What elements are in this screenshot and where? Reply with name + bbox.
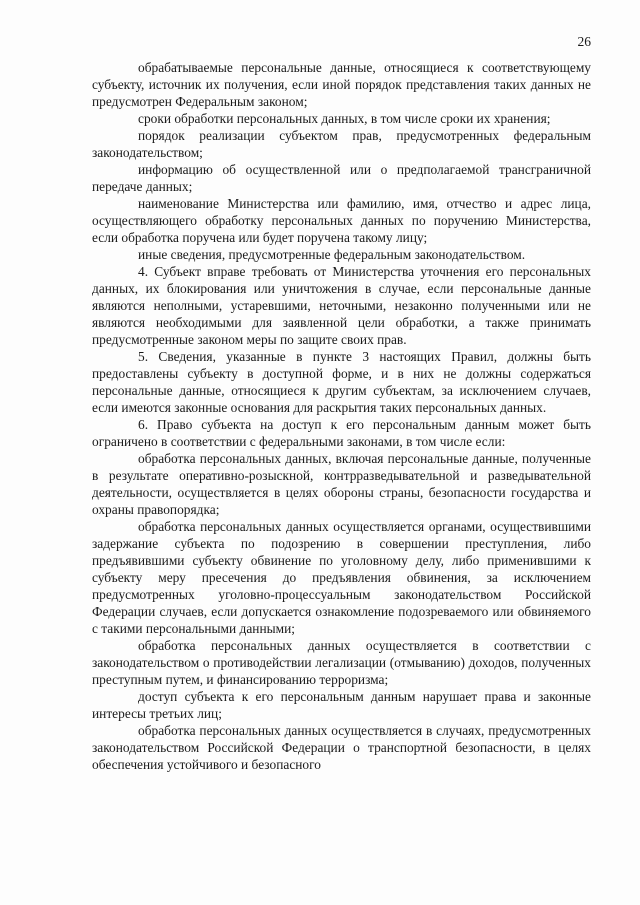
- paragraph: доступ субъекта к его персональным данным нарушает права и законные интересы третьих лиц;: [92, 689, 591, 721]
- paragraph: обработка персональных данных осуществляется органами, осуществившими задержание субъекта по подозрению в совершении преступления, либо предъявившими субъекту обвинение по уголовному делу, либо применившими к субъекту меру пресечения до предъявления обвинения, за исключением предусмотренных уголовно-процессуальным законодательством Российской Федерации случаев, если допускается ознакомление подозреваемого или обвиняемого с такими персональными данными;: [92, 519, 591, 636]
- paragraph: иные сведения, предусмотренные федеральным законодательством.: [138, 247, 526, 262]
- paragraph: обрабатываемые персональные данные, относящиеся к соответствующему субъекту, источник их получения, если иной порядок представления таких данных не предусмотрен Федеральным законом;: [92, 60, 591, 109]
- paragraph: обработка персональных данных осуществляется в случаях, предусмотренных законодательством Российской Федерации о транспортной безопасности, в целях обеспечения устойчивого и безопасного: [92, 723, 591, 772]
- paragraph: 4. Субъект вправе требовать от Министерства уточнения его персональных данных, их блокирования или уничтожения в случае, если персональные данные являются неполными, устаревшими, неточными, незаконно полученными или не являются необходимыми для заявленной цели обработки, а также принимать предусмотренные законом меры по защите своих прав.: [92, 264, 591, 347]
- paragraph: наименование Министерства или фамилию, имя, отчество и адрес лица, осуществляющего обработку персональных данных по поручению Министерства, если обработка поручена или будет поручена такому лицу;: [92, 196, 591, 245]
- paragraph: 5. Сведения, указанные в пункте 3 настоящих Правил, должны быть предоставлены субъекту в доступной форме, и в них не должны содержаться персональные данные, относящиеся к другим субъектам, за исключением случаев, если имеются законные основания для раскрытия таких персональных данных.: [92, 349, 591, 415]
- page-number: 26: [577, 34, 591, 49]
- paragraph: информацию об осуществленной или о предполагаемой трансграничной передаче данных;: [92, 162, 591, 194]
- paragraph: 6. Право субъекта на доступ к его персональным данным может быть ограничено в соответствии с федеральными законами, в том числе если:: [92, 417, 591, 449]
- paragraph: обработка персональных данных, включая персональные данные, полученные в результате оперативно-розыскной, контрразведывательной и разведывательной деятельности, осуществляется в целях обороны страны, безопасности государства и охраны правопорядка;: [92, 451, 591, 517]
- paragraph: сроки обработки персональных данных, в том числе сроки их хранения;: [138, 111, 551, 126]
- paragraph: порядок реализации субъектом прав, предусмотренных федеральным законодательством;: [92, 128, 591, 160]
- body-text: [92, 59, 591, 773]
- paragraph: обработка персональных данных осуществляется в соответствии с законодательством о противодействии легализации (отмыванию) доходов, полученных преступным путем, и финансированию терроризма;: [92, 638, 591, 687]
